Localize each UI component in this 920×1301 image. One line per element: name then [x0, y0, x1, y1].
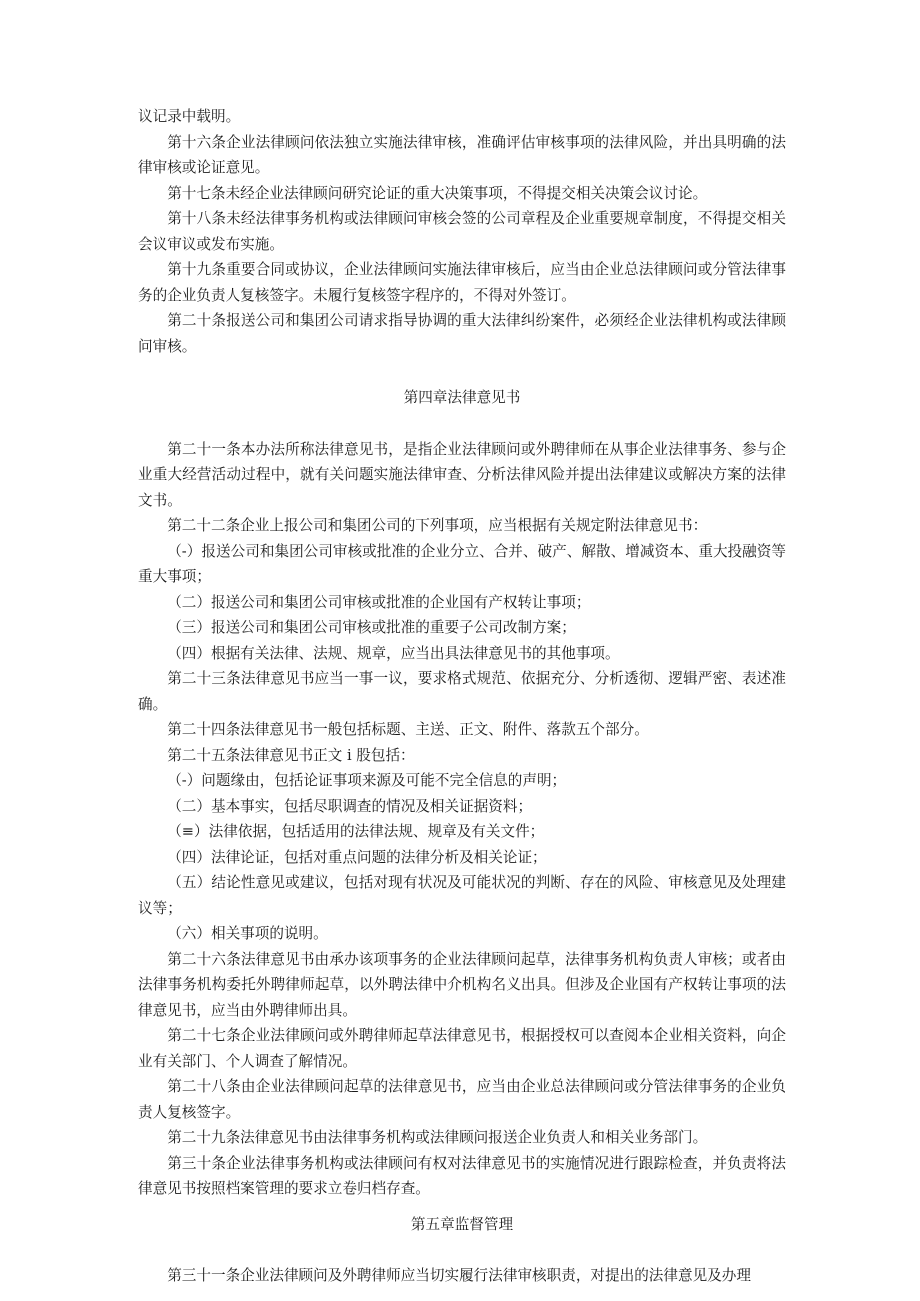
article-26: 第二十六条法律意见书由承办该项事务的企业法律顾问起草，法律事务机构负责人审核；或者由法律事务机构委托外聘律师起草，以外聘法律中介机构名义出具。但涉及企业国有产权转让事项的法律意见书，应当由外聘律师出具。: [138, 950, 786, 1019]
article-25-item-2: （二）基本事实，包括尽职调查的情况及相关证据资料；: [167, 797, 533, 815]
article-23: 第二十三条法律意见书应当一事一议，要求格式规范、依据充分、分析透彻、逻辑严密、表述准确。: [138, 670, 786, 713]
document-page: [138, 104, 786, 1289]
article-25-item-5: （五）结论性意见或建议，包括对现有状况及可能状况的判断、存在的风险、审核意见及处理建议等；: [138, 874, 786, 917]
article-22-item-3: （三）报送公司和集团公司审核或批准的重要子公司改制方案；: [167, 619, 576, 636]
article-25-item-3: （≡）法律依据，包括适用的法律法规、规章及有关文件；: [167, 823, 545, 840]
article-20: 第二十条报送公司和集团公司请求指导协调的重大法律纠纷案件，必须经企业法律机构或法律顾问审核。: [138, 312, 786, 355]
article-16: 第十六条企业法律顾问依法独立实施法律审核，准确评估审核事项的法律风险，并出具明确的法律审核或论证意见。: [138, 133, 786, 176]
article-22: 第二十二条企业上报公司和集团公司的下列事项，应当根据有关规定附法律意见书：: [167, 517, 708, 534]
article-19: 第十九条重要合同或协议，企业法律顾问实施法律审核后，应当由企业总法律顾问或分管法律事务的企业负责人复核签字。未履行复核签字程序的，不得对外签订。: [138, 261, 786, 304]
article-29: 第二十九条法律意见书由法律事务机构或法律顾问报送企业负责人和相关业务部门。: [167, 1129, 708, 1146]
article-18: 第十八条未经法律事务机构或法律顾问审核会签的公司章程及企业重要规章制度，不得提交相关会议审议或发布实施。: [138, 210, 786, 253]
article-25: 第二十五条法律意见书正文 i 股包括：: [167, 746, 415, 764]
article-17: 第十七条未经企业法律顾问研究论证的重大决策事项，不得提交相关决策会议讨论。: [167, 184, 708, 202]
article-30: 第三十条企业法律事务机构或法律顾问有权对法律意见书的实施情况进行跟踪检查，并负责将法律意见书按照档案管理的要求立卷归档存查。: [138, 1154, 786, 1197]
article-21: 第二十一条本办法所称法律意见书，是指企业法律顾问或外聘律师在从事企业法律事务、参与企业重大经营活动过程中，就有关问题实施法律审查、分析法律风险并提出法律建议或解决方案的法律文书。: [138, 440, 786, 509]
article-31: 第三十一条企业法律顾问及外聘律师应当切实履行法律审核职责，对提出的法律意见及办理: [167, 1267, 751, 1284]
article-22-item-2: （二）报送公司和集团公司审核或批准的企业国有产权转让事项；: [167, 593, 591, 611]
article-25-item-6: （六）相关事项的说明。: [167, 925, 328, 942]
chapter-4-heading: 第四章法律意见书: [403, 389, 521, 406]
article-24: 第二十四条法律意见书一般包括标题、主送、正文、附件、落款五个部分。: [167, 721, 649, 738]
article-25-item-4: （四）法律论证，包括对重点问题的法律分析及相关论证；: [167, 848, 547, 866]
article-22-item-1: （-）报送公司和集团公司审核或批准的企业分立、合并、破产、解散、增减资本、重大投融资等重大事项；: [138, 542, 786, 585]
article-25-item-1: （-）问题缘由，包括论证事项来源及可能不完全信息的声明；: [167, 772, 567, 789]
chapter-5-heading: 第五章监督管理: [410, 1215, 514, 1233]
article-22-item-4: （四）根据有关法律、法规、规章，应当出具法律意见书的其他事项。: [167, 644, 620, 662]
article-27: 第二十七条企业法律顾问或外聘律师起草法律意见书，根据授权可以查阅本企业相关资料，向企业有关部门、个人调查了解情况。: [138, 1027, 786, 1070]
paragraph-continuation: 议记录中载明。: [138, 108, 241, 125]
article-28: 第二十八条由企业法律顾问起草的法律意见书，应当由企业总法律顾问或分管法律事务的企业负责人复核签字。: [138, 1078, 786, 1121]
